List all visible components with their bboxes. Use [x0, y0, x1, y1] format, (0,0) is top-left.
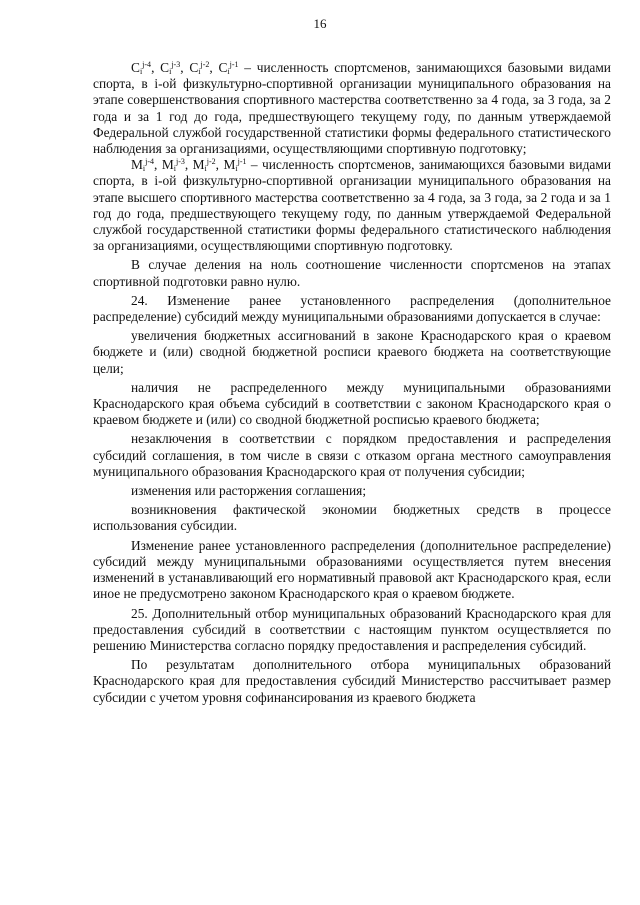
formula-c-symbols: $C_i^{j-4}$, $C_i^{j-3}$, $C_i^{j-2}$, $C_i^{j-1}$ — [131, 60, 239, 76]
page-number: 16 — [313, 16, 327, 31]
paragraph-case-undistributed: наличия не распределенного между муниципальными образованиями Краснодарского края объема субсидий в соответствии с законом Краснодарского края о краевом бюджете и (или) со сводной бюджетной росписью краевого бюджета; — [93, 379, 611, 428]
document-body — [93, 60, 611, 706]
paragraph-additional-selection-results: По результатам дополнительного отбора муниципальных образований Краснодарского края для предоставления субсидий Министерство рассчитывает размер субсидии с учетом уровня софинансирования из краевого бюджета — [93, 657, 611, 705]
paragraph-case-savings: возникновения фактической экономии бюджетных средств в процессе использования субсидии. — [93, 502, 611, 534]
formula-m-symbols: $M_i^{j-4}$, $M_i^{j-3}$, $M_i^{j-2}$, $M_i^{j-1}$ — [131, 157, 247, 174]
paragraph-item-25: 25. Дополнительный отбор муниципальных образований Краснодарского края для предоставления субсидий в соответствии с настоящим пунктом осуществляется по решению Министерства согласно порядку предоставления и распределения субсидий. — [93, 605, 611, 653]
paragraph-case-increase: увеличения бюджетных ассигнований в законе Краснодарского края о краевом бюджете и (или) сводной бюджетной росписи краевого бюджета на соответствующие цели; — [93, 328, 611, 376]
paragraph-case-termination: изменения или расторжения соглашения; — [131, 483, 367, 499]
paragraph-text: – численность спортсменов, занимающихся базовыми видами спорта, в i-ой физкультурно-спортивной организации муниципального образования на этапе совершенствования спортивного мастерства соответственно за 4 года, за 3 года, за 2 года и за 1 год до года, предшествующего текущему году, по данным утверждаемой Федеральной службой государственной статистики формы федерального статистического наблюдения за организациями, осуществляющими спортивную подготовку; — [93, 60, 611, 157]
paragraph-item-24: 24. Изменение ранее установленного распределения (дополнительное распределение) субсидий между муниципальными образованиями допускается в случае: — [93, 292, 611, 325]
paragraph-c-definition — [93, 60, 611, 157]
paragraph-text: – численность спортсменов, занимающихся базовыми видами спорта, в i-ой физкультурно-спортивной организации муниципального образования на этапе высшего спортивного мастерства соответственно за 4 года, за 3 года, за 2 года и за 1 год до года, предшествующего текущему году, по данным утверждаемой Федеральной службой государственной статистики формы федерального статистического наблюдения за организациями, осуществляющими спортивную подготовку. — [93, 157, 611, 254]
paragraph-redistribution-procedure: Изменение ранее установленного распределения (дополнительное распределение) субсидий между муниципальными образованиями осуществляется путем внесения изменений в устанавливающий его нормативный правовой акт Краснодарского края, если иное не предусмотрено законом Краснодарского края о краевом бюджете. — [93, 537, 611, 602]
paragraph-case-non-conclusion: незаключения в соответствии с порядком предоставления и распределения субсидий соглашения, в том числе в связи с отказом органа местного самоуправления муниципального образования Краснодарского края от получения субсидии; — [93, 431, 611, 479]
paragraph-division-by-zero: В случае деления на ноль соотношение численности спортсменов на этапах спортивной подготовки равно нулю. — [93, 257, 611, 289]
paragraph-m-definition — [93, 157, 611, 254]
